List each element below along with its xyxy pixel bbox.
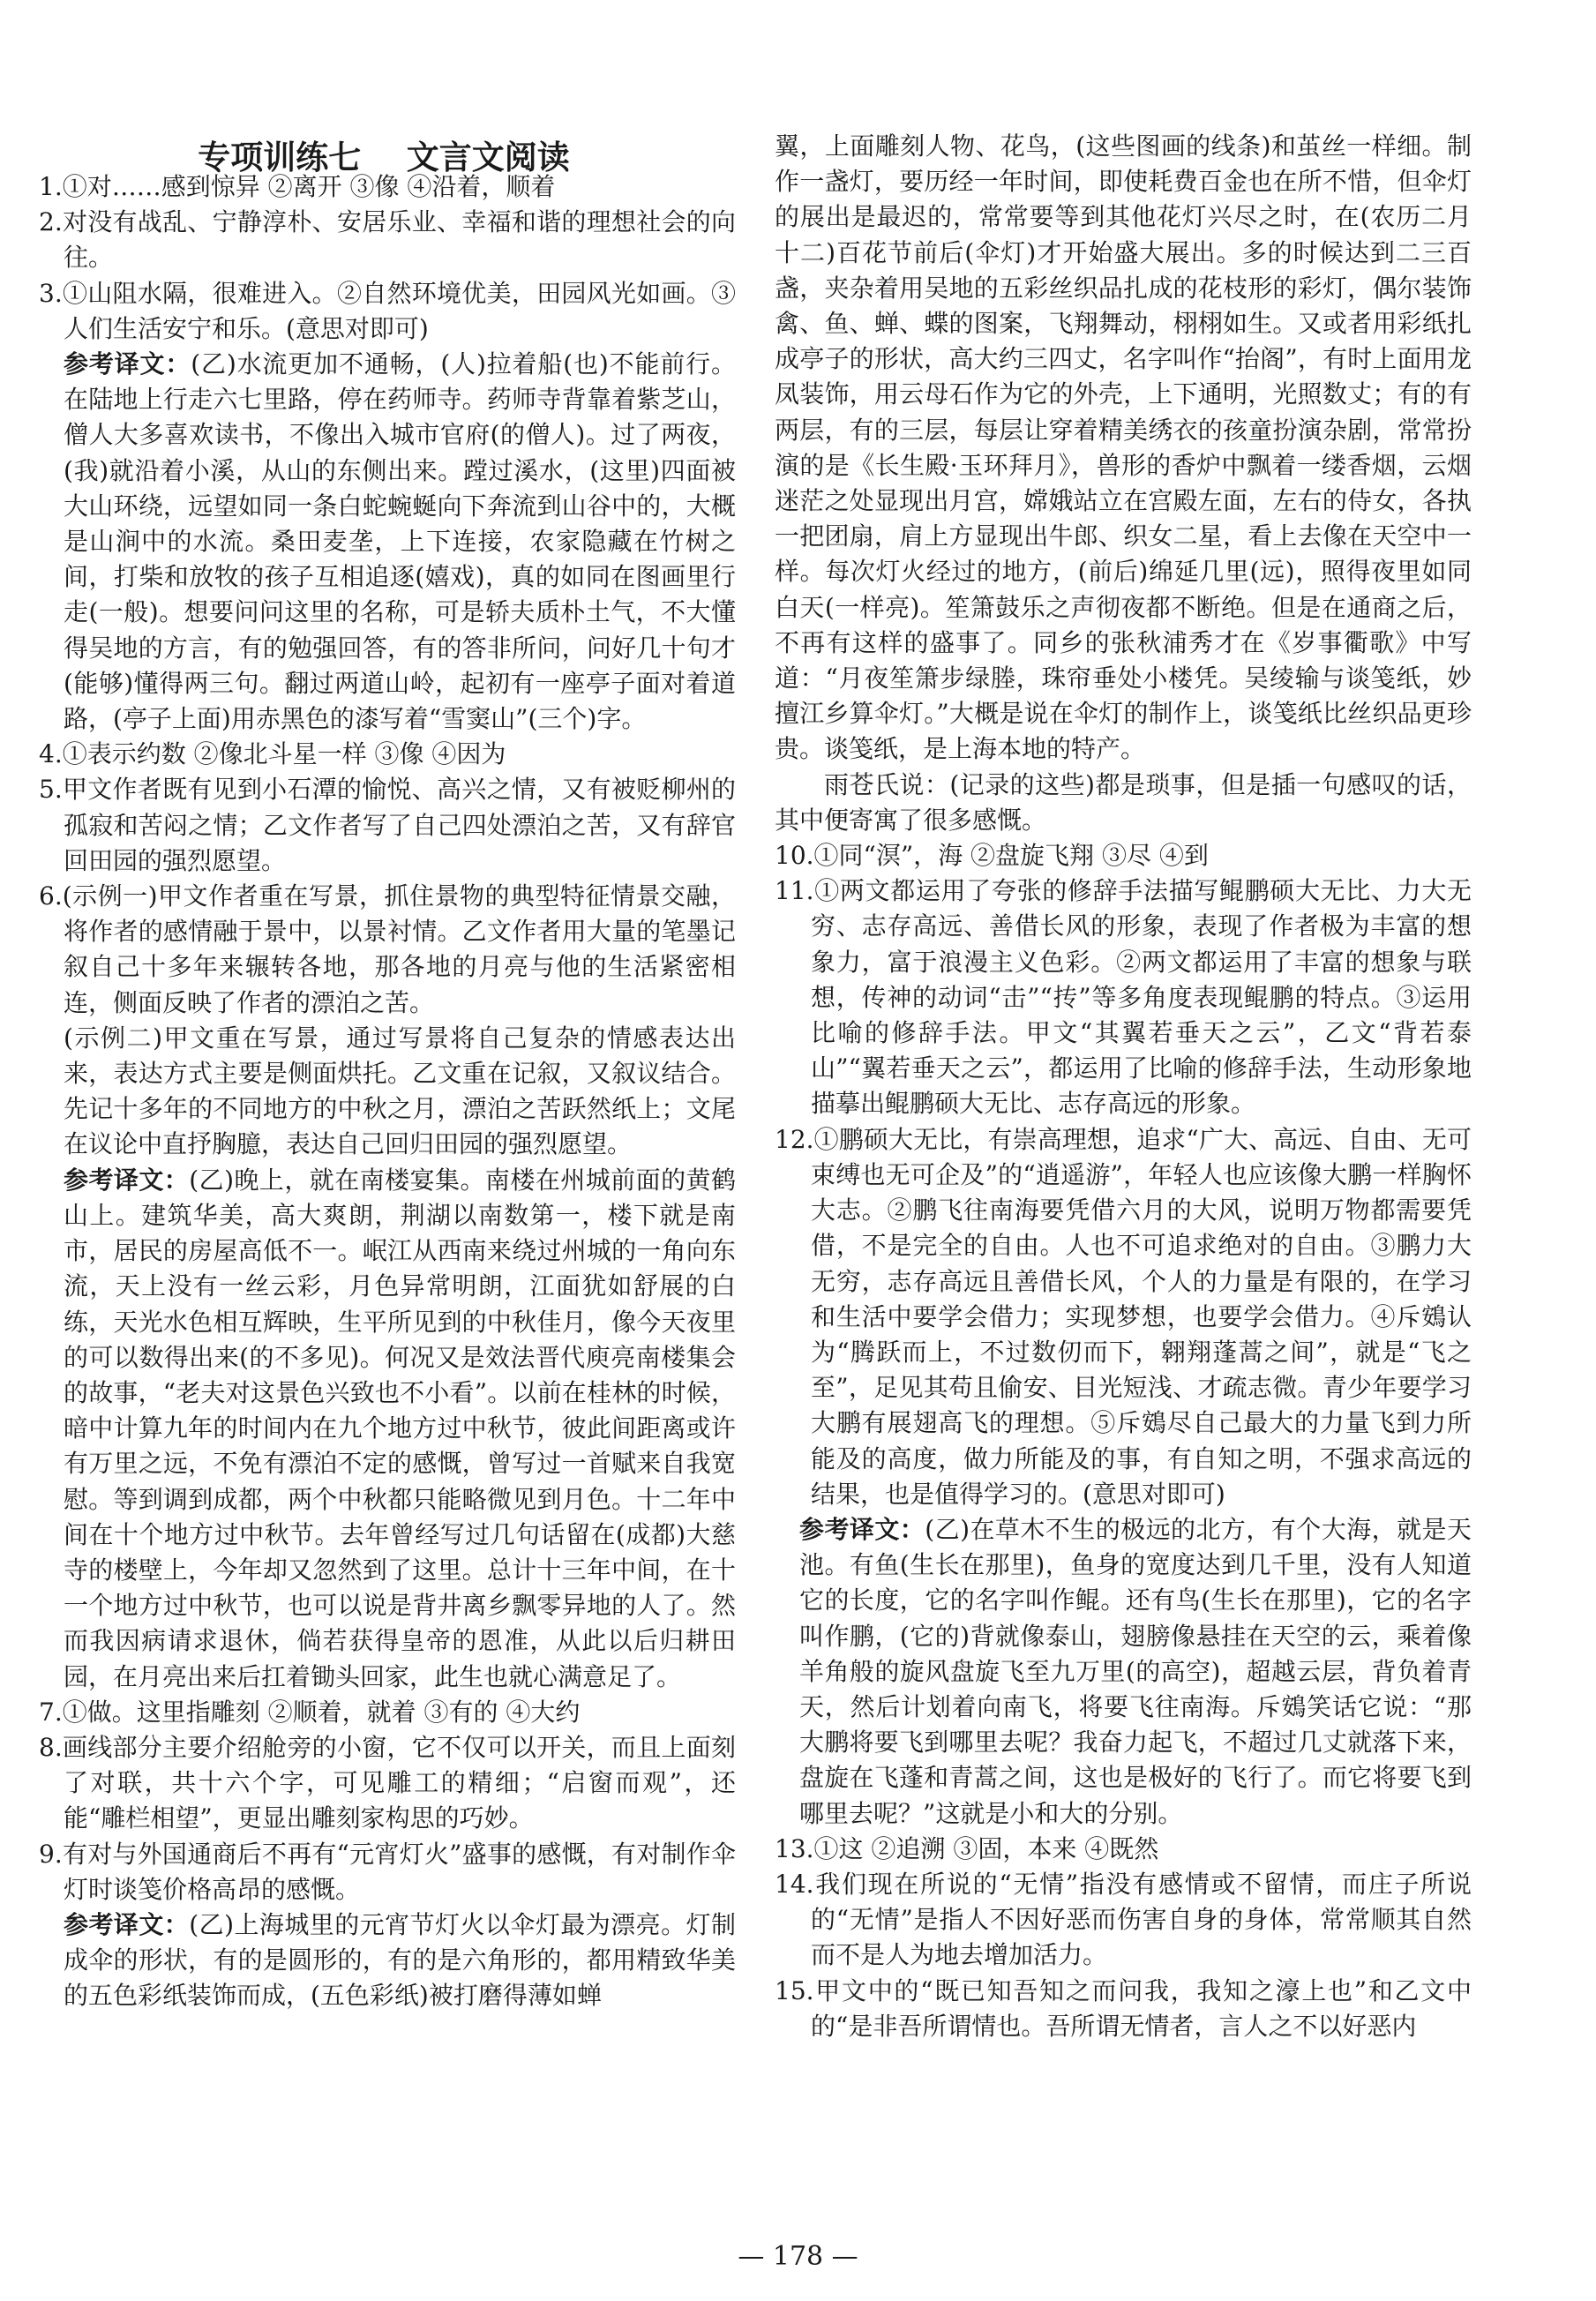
answer-6-example-2: (示例二)甲文重在写景，通过写景将自己复杂的情感表达出来，表达方式主要是侧面烘托。乙文重在记叙，又叙议结合。先记十多年的不同地方的中秋之月，漂泊之苦跃然纸上；文尾在议论中直抒胸臆，表达自己回归田园的强烈愿望。 bbox=[64, 1023, 736, 1159]
answer-9: 9.有对与外国通商后不再有“元宵灯火”盛事的感慨，有对制作伞灯时谈笺价格高昂的感慨。 bbox=[39, 1839, 736, 1904]
reference-label: 参考译文： bbox=[64, 349, 191, 379]
answer-15: 15.甲文中的“既已知吾知之而问我，我知之濠上也”和乙文中的“是非吾所谓情也。吾所谓无情者，言人之不以好恶内 bbox=[775, 1975, 1472, 2041]
reference-translation-9-ending: 雨苍氏说：(记录的这些)都是琐事，但是插一句感叹的话，其中便寄寓了很多感慨。 bbox=[775, 769, 1472, 835]
reference-translation-6 bbox=[39, 1163, 736, 1695]
reference-translation-12 bbox=[775, 1512, 1472, 1832]
reference-translation-9-continued: 翼，上面雕刻人物、花鸟，(这些图画的线条)和茧丝一样细。制作一盏灯，要历经一年时间，即使耗费百金也在所不惜，但伞灯的展出是最迟的，常常要等到其他花灯兴尽之时，在(农历二月十二)百花节前后(伞灯)才开始盛大展出。多的时候达到二三百盏，夹杂着用吴地的五彩丝织品扎成的花枝形的彩灯，偶尔装饰禽、鱼、蝉、蝶的图案，飞翔舞动，栩栩如生。又或者用彩纸扎成亭子的形状，高大约三四丈，名字叫作“抬阁”，有时上面用龙凤装饰，用云母石作为它的外壳，上下通明，光照数丈；有的有两层，有的三层，每层让穿着精美绣衣的孩童扮演杂剧，常常扮演的是《长生殿·玉环拜月》，兽形的香炉中飘着一缕香烟，云烟迷茫之处显现出月宫，嫦娥站立在宫殿左面，左右的侍女，各执一把团扇，肩上方显现出牛郎、织女二星，看上去像在天空中一样。每次灯火经过的地方，(前后)绵延几里(远)，照得夜里如同白天(一样亮)。笙箫鼓乐之声彻夜都不断绝。但是在通商之后，不再有这样的盛事了。同乡的张秋浦秀才在《岁事衢歌》中写道：“月夜笙箫步绿塍，珠帘垂处小楼凭。吴绫输与谈笺纸，妙擅江乡算伞灯。”大概是说在伞灯的制作上，谈笺纸比丝织品更珍贵。谈笺纸，是上海本地的特产。 bbox=[775, 131, 1472, 764]
reference-text: (乙)水流更加不通畅，(人)拉着船(也)不能前行。在陆地上行走六七里路，停在药师寺。药师寺背靠着紫芝山，僧人大多喜欢读书，不像出入城市官府(的僧人)。过了两夜，(我)就沿着小溪，从山的东侧出来。蹚过溪水，(这里)四面被大山环绕，远望如同一条白蛇蜿蜒向下奔流到山谷中的，大概是山涧中的水流。桑田麦垄，上下连接，农家隐藏在竹树之间，打柴和放牧的孩子互相追逐(嬉戏)，真的如同在图画里行走(一般)。想要问问这里的名称，可是轿夫质朴土气，不大懂得吴地的方言，有的勉强回答，有的答非所问，问好几十句才(能够)懂得两三句。翻过两道山岭，起初有一座亭子面对着道路，(亭子上面)用赤黑色的漆写着“雪窦山”(三个)字。 bbox=[64, 349, 736, 734]
reference-label: 参考译文： bbox=[64, 1909, 190, 1939]
reference-label: 参考译文： bbox=[799, 1514, 925, 1544]
answer-10: 10.①同“溟”，海 ②盘旋飞翔 ③尽 ④到 bbox=[775, 841, 1209, 871]
answer-2: 2.对没有战乱、宁静淳朴、安居乐业、幸福和谐的理想社会的向往。 bbox=[39, 207, 736, 273]
right-column bbox=[775, 129, 1472, 2044]
answer-4: 4.①表示约数 ②像北斗星一样 ③像 ④因为 bbox=[39, 739, 506, 769]
reference-text: (乙)上海城里的元宵节灯火以伞灯最为漂亮。灯制成伞的形状，有的是圆形的，有的是六角形的，都用精致华美的五色彩纸装饰而成，(五色彩纸)被打磨得薄如蝉 bbox=[64, 1909, 736, 2011]
answer-6-example-1: 6.(示例一)甲文作者重在写景，抓住景物的典型特征情景交融，将作者的感情融于景中，以景衬情。乙文作者用大量的笔墨记叙自己十多年来辗转各地，那各地的月亮与他的生活紧密相连，侧面反映了作者的漂泊之苦。 bbox=[39, 881, 736, 1017]
answer-14: 14.我们现在所说的“无情”指没有感情或不留情，而庄子所说的“无情”是指人不因好恶而伤害自身的身体，常常顺其自然而不是人为地去增加活力。 bbox=[775, 1869, 1472, 1970]
answer-13: 13.①这 ②追溯 ③固，本来 ④既然 bbox=[775, 1833, 1159, 1863]
reference-label: 参考译文： bbox=[64, 1165, 190, 1195]
section-title: 专项训练七 文言文阅读 bbox=[198, 138, 570, 176]
reference-text: (乙)晚上，就在南楼宴集。南楼在州城前面的黄鹤山上。建筑华美，高大爽朗，荆湖以南数第一，楼下就是南市，居民的房屋高低不一。岷江从西南来绕过州城的一角向东流，天上没有一丝云彩，月色异常明朗，江面犹如舒展的白练，天光水色相互辉映，生平所见到的中秋佳月，像今天夜里的可以数得出来(的不多见)。何况又是效法晋代庾亮南楼集会的故事，“老夫对这景色兴致也不小看”。以前在桂林的时候，暗中计算九年的时间内在九个地方过中秋节，彼此间距离或许有万里之远，不免有漂泊不定的感慨，曾写过一首赋来自我宽慰。等到调到成都，两个中秋都只能略微见到月色。十二年中间在十个地方过中秋节。去年曾经写过几句话留在(成都)大慈寺的楼壁上，今年却又忽然到了这里。总计十三年中间，在十一个地方过中秋节，也可以说是背井离乡飘零异地的人了。然而我因病请求退休，倘若获得皇帝的恩准，从此以后归耕田园，在月亮出来后扛着锄头回家，此生也就心满意足了。 bbox=[64, 1165, 736, 1691]
answer-3: 3.①山阻水隔，很难进入。②自然环境优美，田园风光如画。③人们生活安宁和乐。(意思对即可) bbox=[39, 278, 736, 343]
answer-11: 11.①两文都运用了夸张的修辞手法描写鲲鹏硕大无比、力大无穷、志存高远、善借长风的形象，表现了作者极为丰富的想象力，富于浪漫主义色彩。②两文都运用了丰富的想象与联想，传神的动词“击”“抟”等多角度表现鲲鹏的特点。③运用比喻的修辞手法。甲文“其翼若垂天之云”，乙文“背若泰山”“翼若垂天之云”，都运用了比喻的修辞手法，生动形象地描摹出鲲鹏硕大无比、志存高远的形象。 bbox=[775, 876, 1472, 1119]
page-number: — 178 — bbox=[738, 2241, 858, 2272]
answer-5: 5.甲文作者既有见到小石潭的愉悦、高兴之情，又有被贬柳州的孤寂和苦闷之情；乙文作者写了自己四处漂泊之苦，又有辞官回田园的强烈愿望。 bbox=[39, 775, 736, 875]
answer-7: 7.①做。这里指雕刻 ②顺着，就着 ③有的 ④大约 bbox=[39, 1697, 581, 1727]
answer-8: 8.画线部分主要介绍舱旁的小窗，它不仅可以开关，而且上面刻了对联，共十六个字，可见雕工的精细；“启窗而观”，还能“雕栏相望”，更显出雕刻家构思的巧妙。 bbox=[39, 1732, 736, 1833]
reference-translation-9 bbox=[39, 1908, 736, 2014]
reference-translation-3 bbox=[39, 347, 736, 737]
left-column bbox=[39, 129, 736, 2014]
reference-text: (乙)在草木不生的极远的北方，有个大海，就是天池。有鱼(生长在那里)，鱼身的宽度达到几千里，没有人知道它的长度，它的名字叫作鲲。还有鸟(生长在那里)，它的名字叫作鹏，(它的)背就像泰山，翅膀像悬挂在天空的云，乘着像羊角般的旋风盘旋飞至九万里(的高空)，超越云层，背负着青天，然后计划着向南飞，将要飞往南海。斥鴳笑话它说：“那大鹏将要飞到哪里去呢？我奋力起飞，不超过几丈就落下来，盘旋在飞蓬和青蒿之间，这也是极好的飞行了。而它将要飞到哪里去呢？”这就是小和大的分别。 bbox=[799, 1514, 1472, 1828]
answer-1: 1.①对……感到惊异 ②离开 ③像 ④沿着，顺着 bbox=[39, 172, 556, 201]
answer-12: 12.①鹏硕大无比，有崇高理想，追求“广大、高远、自由、无可束缚也无可企及”的“逍遥游”，年轻人也应该像大鹏一样胸怀大志。②鹏飞往南海要凭借六月的大风，说明万物都需要凭借，不是完全的自由。人也不可追求绝对的自由。③鹏力大无穷，志存高远且善借长风，个人的力量是有限的，在学习和生活中要学会借力；实现梦想，也要学会借力。④斥鴳认为“腾跃而上，不过数仞而下，翱翔蓬蒿之间”，就是“飞之至”，足见其苟且偷安、目光短浅、才疏志微。青少年要学习大鹏有展翅高飞的理想。⑤斥鴳尽自己最大的力量飞到力所能及的高度，做力所能及的事，有自知之明，不强求高远的结果，也是值得学习的。(意思对即可) bbox=[775, 1124, 1472, 1509]
